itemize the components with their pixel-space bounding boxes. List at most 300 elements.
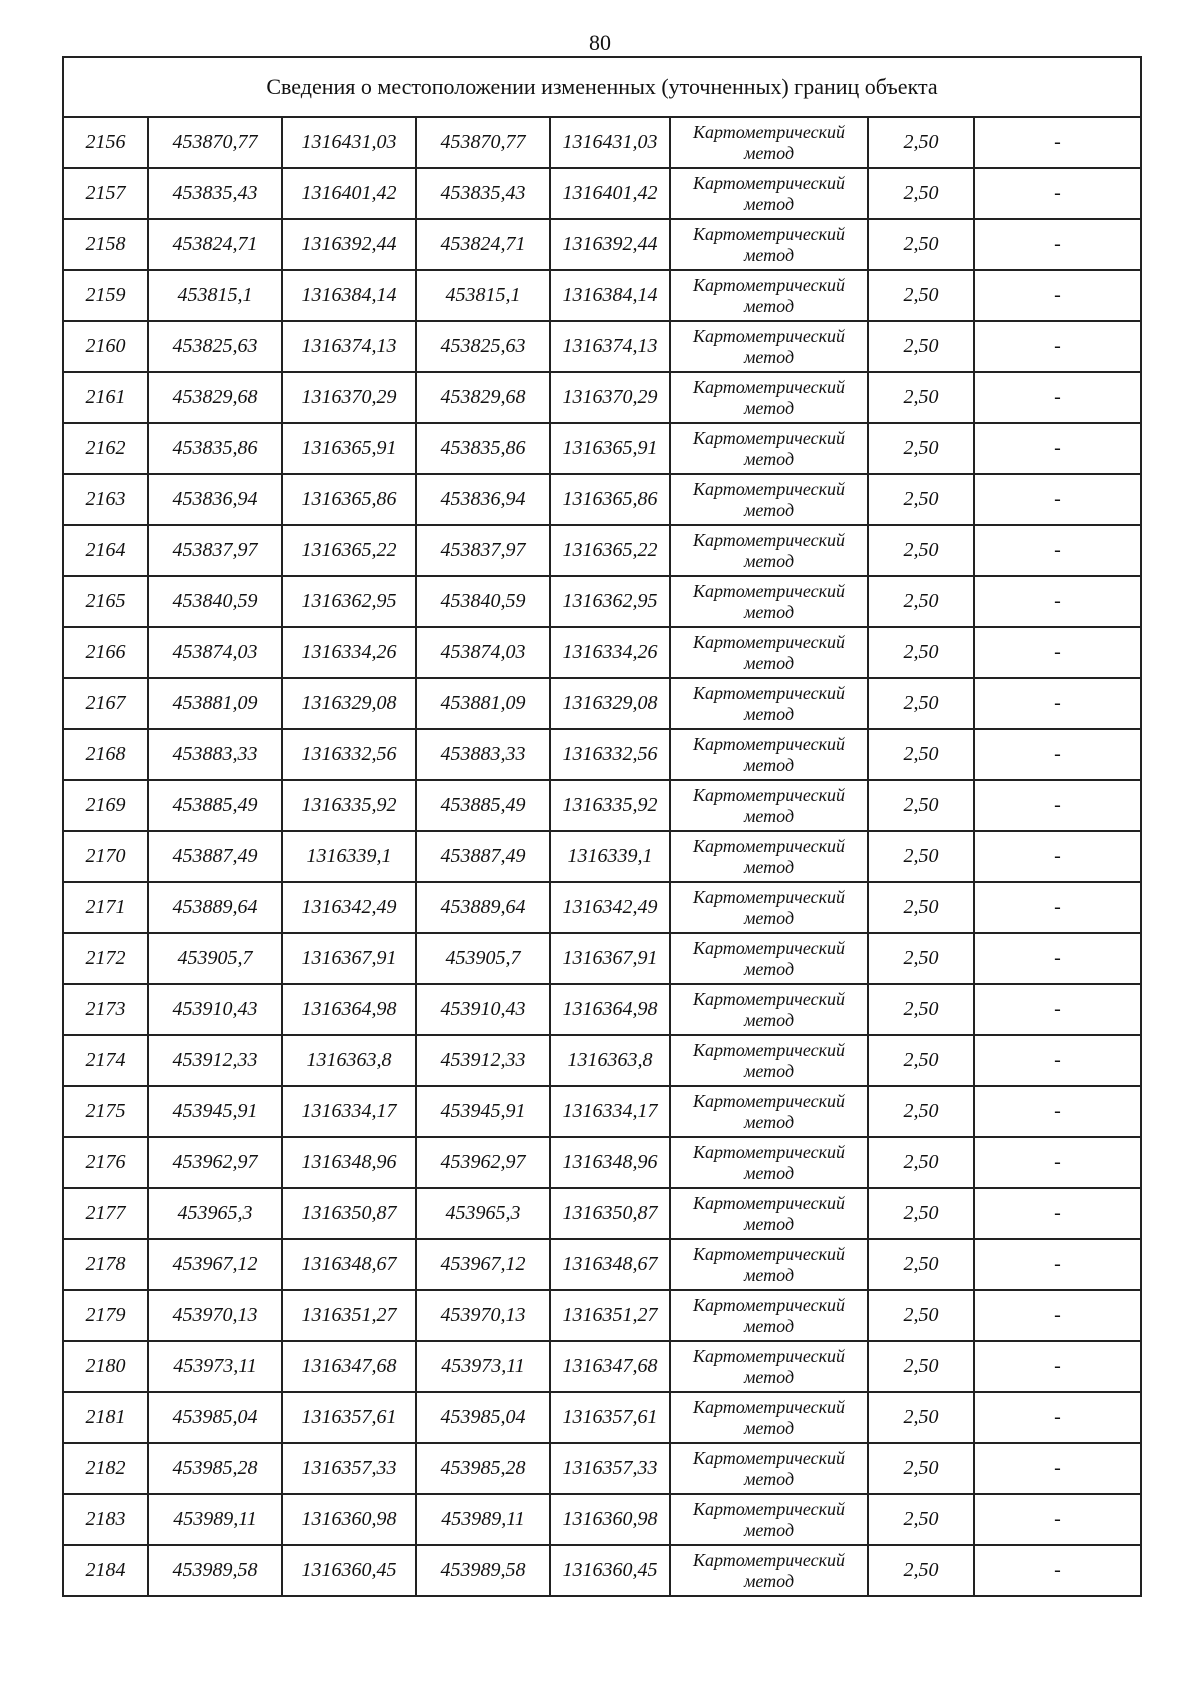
y-existing-cell: 1316401,42 <box>282 168 416 219</box>
accuracy-cell: 2,50 <box>868 882 974 933</box>
table-row <box>63 1494 1141 1545</box>
method-line-2: метод <box>743 703 795 724</box>
method-line-2: метод <box>743 856 795 877</box>
method-line-2: метод <box>743 1009 795 1030</box>
point-number-cell: 2171 <box>63 882 148 933</box>
y-existing-cell: 1316374,13 <box>282 321 416 372</box>
point-number-cell: 2174 <box>63 1035 148 1086</box>
x-existing-cell: 453965,3 <box>148 1188 282 1239</box>
x-refined-cell: 453985,28 <box>416 1443 550 1494</box>
method-line-2: метод <box>743 1519 795 1540</box>
note-cell: - <box>974 1392 1141 1443</box>
method-line-2: метод <box>743 1264 795 1285</box>
accuracy-cell: 2,50 <box>868 219 974 270</box>
x-existing-cell: 453836,94 <box>148 474 282 525</box>
point-number-cell: 2162 <box>63 423 148 474</box>
method-line-1: Картометрический <box>692 376 845 397</box>
table-row <box>63 423 1141 474</box>
x-refined-cell: 453970,13 <box>416 1290 550 1341</box>
method-cell <box>670 933 868 984</box>
x-existing-cell: 453967,12 <box>148 1239 282 1290</box>
x-refined-cell: 453837,97 <box>416 525 550 576</box>
x-existing-cell: 453887,49 <box>148 831 282 882</box>
accuracy-cell: 2,50 <box>868 423 974 474</box>
table-row <box>63 831 1141 882</box>
method-line-2: метод <box>743 754 795 775</box>
point-number-cell: 2178 <box>63 1239 148 1290</box>
y-refined-cell: 1316339,1 <box>550 831 670 882</box>
method-line-1: Картометрический <box>692 427 845 448</box>
method-cell <box>670 1494 868 1545</box>
method-line-2: метод <box>743 652 795 673</box>
y-existing-cell: 1316360,45 <box>282 1545 416 1596</box>
y-refined-cell: 1316350,87 <box>550 1188 670 1239</box>
method-line-1: Картометрический <box>692 1141 845 1162</box>
x-refined-cell: 453910,43 <box>416 984 550 1035</box>
x-existing-cell: 453824,71 <box>148 219 282 270</box>
x-refined-cell: 453989,11 <box>416 1494 550 1545</box>
x-existing-cell: 453962,97 <box>148 1137 282 1188</box>
y-refined-cell: 1316360,98 <box>550 1494 670 1545</box>
method-line-2: метод <box>743 1213 795 1234</box>
y-refined-cell: 1316365,91 <box>550 423 670 474</box>
point-number-cell: 2167 <box>63 678 148 729</box>
y-refined-cell: 1316392,44 <box>550 219 670 270</box>
note-cell: - <box>974 729 1141 780</box>
y-refined-cell: 1316357,61 <box>550 1392 670 1443</box>
method-line-2: метод <box>743 1162 795 1183</box>
accuracy-cell: 2,50 <box>868 780 974 831</box>
y-existing-cell: 1316348,67 <box>282 1239 416 1290</box>
method-line-2: метод <box>743 550 795 571</box>
method-cell <box>670 1443 868 1494</box>
x-existing-cell: 453985,04 <box>148 1392 282 1443</box>
x-existing-cell: 453945,91 <box>148 1086 282 1137</box>
table-row <box>63 882 1141 933</box>
point-number-cell: 2160 <box>63 321 148 372</box>
y-existing-cell: 1316370,29 <box>282 372 416 423</box>
method-line-1: Картометрический <box>692 121 845 142</box>
y-refined-cell: 1316365,22 <box>550 525 670 576</box>
accuracy-cell: 2,50 <box>868 168 974 219</box>
method-line-2: метод <box>743 142 795 163</box>
note-cell: - <box>974 1341 1141 1392</box>
method-cell <box>670 1188 868 1239</box>
note-cell: - <box>974 372 1141 423</box>
point-number-cell: 2168 <box>63 729 148 780</box>
note-cell: - <box>974 117 1141 168</box>
method-cell <box>670 1290 868 1341</box>
x-refined-cell: 453840,59 <box>416 576 550 627</box>
note-cell: - <box>974 474 1141 525</box>
table-row <box>63 933 1141 984</box>
accuracy-cell: 2,50 <box>868 576 974 627</box>
point-number-cell: 2179 <box>63 1290 148 1341</box>
method-line-1: Картометрический <box>692 1192 845 1213</box>
y-refined-cell: 1316365,86 <box>550 474 670 525</box>
table-row <box>63 1392 1141 1443</box>
method-cell <box>670 1239 868 1290</box>
note-cell: - <box>974 984 1141 1035</box>
y-refined-cell: 1316332,56 <box>550 729 670 780</box>
note-cell: - <box>974 780 1141 831</box>
table-row <box>63 1188 1141 1239</box>
x-existing-cell: 453835,86 <box>148 423 282 474</box>
y-existing-cell: 1316384,14 <box>282 270 416 321</box>
x-refined-cell: 453973,11 <box>416 1341 550 1392</box>
accuracy-cell: 2,50 <box>868 321 974 372</box>
y-existing-cell: 1316342,49 <box>282 882 416 933</box>
accuracy-cell: 2,50 <box>868 831 974 882</box>
x-existing-cell: 453885,49 <box>148 780 282 831</box>
accuracy-cell: 2,50 <box>868 372 974 423</box>
method-line-1: Картометрический <box>692 325 845 346</box>
method-line-1: Картометрический <box>692 988 845 1009</box>
y-refined-cell: 1316329,08 <box>550 678 670 729</box>
x-existing-cell: 453870,77 <box>148 117 282 168</box>
y-existing-cell: 1316392,44 <box>282 219 416 270</box>
note-cell: - <box>974 1035 1141 1086</box>
accuracy-cell: 2,50 <box>868 1341 974 1392</box>
y-existing-cell: 1316350,87 <box>282 1188 416 1239</box>
x-existing-cell: 453829,68 <box>148 372 282 423</box>
x-existing-cell: 453881,09 <box>148 678 282 729</box>
note-cell: - <box>974 1239 1141 1290</box>
accuracy-cell: 2,50 <box>868 1494 974 1545</box>
method-line-1: Картометрический <box>692 1447 845 1468</box>
y-existing-cell: 1316360,98 <box>282 1494 416 1545</box>
method-cell <box>670 1086 868 1137</box>
point-number-cell: 2163 <box>63 474 148 525</box>
table-row <box>63 729 1141 780</box>
x-existing-cell: 453989,11 <box>148 1494 282 1545</box>
x-refined-cell: 453870,77 <box>416 117 550 168</box>
x-refined-cell: 453881,09 <box>416 678 550 729</box>
method-cell <box>670 321 868 372</box>
note-cell: - <box>974 1086 1141 1137</box>
table-row <box>63 1341 1141 1392</box>
note-cell: - <box>974 1545 1141 1596</box>
method-line-1: Картометрический <box>692 1243 845 1264</box>
accuracy-cell: 2,50 <box>868 1545 974 1596</box>
x-existing-cell: 453837,97 <box>148 525 282 576</box>
x-existing-cell: 453910,43 <box>148 984 282 1035</box>
table-row <box>63 1290 1141 1341</box>
method-line-2: метод <box>743 907 795 928</box>
method-line-1: Картометрический <box>692 1396 845 1417</box>
y-existing-cell: 1316431,03 <box>282 117 416 168</box>
boundary-coordinates-table <box>62 56 1142 1597</box>
method-cell <box>670 627 868 678</box>
table-row <box>63 117 1141 168</box>
method-line-2: метод <box>743 805 795 826</box>
table-row <box>63 1239 1141 1290</box>
y-existing-cell: 1316365,22 <box>282 525 416 576</box>
y-existing-cell: 1316332,56 <box>282 729 416 780</box>
y-refined-cell: 1316431,03 <box>550 117 670 168</box>
method-cell <box>670 780 868 831</box>
accuracy-cell: 2,50 <box>868 984 974 1035</box>
y-existing-cell: 1316364,98 <box>282 984 416 1035</box>
method-line-1: Картометрический <box>692 784 845 805</box>
y-refined-cell: 1316357,33 <box>550 1443 670 1494</box>
accuracy-cell: 2,50 <box>868 1443 974 1494</box>
method-line-2: метод <box>743 1060 795 1081</box>
note-cell: - <box>974 168 1141 219</box>
method-line-2: метод <box>743 295 795 316</box>
method-line-1: Картометрический <box>692 1039 845 1060</box>
x-existing-cell: 453874,03 <box>148 627 282 678</box>
method-cell <box>670 168 868 219</box>
accuracy-cell: 2,50 <box>868 933 974 984</box>
method-line-1: Картометрический <box>692 478 845 499</box>
method-line-1: Картометрический <box>692 1294 845 1315</box>
method-cell <box>670 474 868 525</box>
point-number-cell: 2165 <box>63 576 148 627</box>
y-refined-cell: 1316384,14 <box>550 270 670 321</box>
method-cell <box>670 1035 868 1086</box>
table-row <box>63 372 1141 423</box>
note-cell: - <box>974 831 1141 882</box>
y-refined-cell: 1316362,95 <box>550 576 670 627</box>
note-cell: - <box>974 1443 1141 1494</box>
method-cell <box>670 1392 868 1443</box>
x-refined-cell: 453829,68 <box>416 372 550 423</box>
point-number-cell: 2175 <box>63 1086 148 1137</box>
point-number-cell: 2184 <box>63 1545 148 1596</box>
y-refined-cell: 1316351,27 <box>550 1290 670 1341</box>
y-existing-cell: 1316357,61 <box>282 1392 416 1443</box>
method-line-2: метод <box>743 346 795 367</box>
x-refined-cell: 453889,64 <box>416 882 550 933</box>
y-existing-cell: 1316365,91 <box>282 423 416 474</box>
point-number-cell: 2166 <box>63 627 148 678</box>
x-refined-cell: 453905,7 <box>416 933 550 984</box>
note-cell: - <box>974 270 1141 321</box>
accuracy-cell: 2,50 <box>868 627 974 678</box>
point-number-cell: 2173 <box>63 984 148 1035</box>
table-row <box>63 219 1141 270</box>
table-row <box>63 270 1141 321</box>
method-line-2: метод <box>743 1570 795 1591</box>
table-row <box>63 1545 1141 1596</box>
method-line-2: метод <box>743 193 795 214</box>
method-cell <box>670 831 868 882</box>
x-refined-cell: 453815,1 <box>416 270 550 321</box>
x-refined-cell: 453883,33 <box>416 729 550 780</box>
method-line-1: Картометрический <box>692 580 845 601</box>
y-refined-cell: 1316370,29 <box>550 372 670 423</box>
method-cell <box>670 1545 868 1596</box>
point-number-cell: 2176 <box>63 1137 148 1188</box>
note-cell: - <box>974 525 1141 576</box>
table-row <box>63 474 1141 525</box>
point-number-cell: 2156 <box>63 117 148 168</box>
accuracy-cell: 2,50 <box>868 270 974 321</box>
y-refined-cell: 1316334,17 <box>550 1086 670 1137</box>
method-cell <box>670 270 868 321</box>
point-number-cell: 2183 <box>63 1494 148 1545</box>
y-existing-cell: 1316365,86 <box>282 474 416 525</box>
table-body <box>63 57 1141 1596</box>
y-refined-cell: 1316334,26 <box>550 627 670 678</box>
point-number-cell: 2157 <box>63 168 148 219</box>
method-line-1: Картометрический <box>692 223 845 244</box>
point-number-cell: 2158 <box>63 219 148 270</box>
method-line-1: Картометрический <box>692 1345 845 1366</box>
x-refined-cell: 453874,03 <box>416 627 550 678</box>
x-refined-cell: 453985,04 <box>416 1392 550 1443</box>
method-line-1: Картометрический <box>692 886 845 907</box>
note-cell: - <box>974 1290 1141 1341</box>
method-cell <box>670 219 868 270</box>
x-refined-cell: 453885,49 <box>416 780 550 831</box>
note-cell: - <box>974 678 1141 729</box>
method-cell <box>670 117 868 168</box>
note-cell: - <box>974 882 1141 933</box>
y-refined-cell: 1316342,49 <box>550 882 670 933</box>
x-existing-cell: 453889,64 <box>148 882 282 933</box>
point-number-cell: 2177 <box>63 1188 148 1239</box>
y-existing-cell: 1316347,68 <box>282 1341 416 1392</box>
page-number: 80 <box>589 30 611 55</box>
x-refined-cell: 453912,33 <box>416 1035 550 1086</box>
method-line-1: Картометрический <box>692 1498 845 1519</box>
x-refined-cell: 453835,86 <box>416 423 550 474</box>
x-refined-cell: 453989,58 <box>416 1545 550 1596</box>
method-cell <box>670 1137 868 1188</box>
x-existing-cell: 453835,43 <box>148 168 282 219</box>
method-line-2: метод <box>743 448 795 469</box>
method-line-2: метод <box>743 1111 795 1132</box>
method-line-1: Картометрический <box>692 835 845 856</box>
method-line-1: Картометрический <box>692 172 845 193</box>
method-line-2: метод <box>743 397 795 418</box>
table-row <box>63 1086 1141 1137</box>
y-existing-cell: 1316329,08 <box>282 678 416 729</box>
point-number-cell: 2182 <box>63 1443 148 1494</box>
x-refined-cell: 453835,43 <box>416 168 550 219</box>
accuracy-cell: 2,50 <box>868 678 974 729</box>
method-cell <box>670 984 868 1035</box>
y-existing-cell: 1316351,27 <box>282 1290 416 1341</box>
y-existing-cell: 1316362,95 <box>282 576 416 627</box>
method-cell <box>670 576 868 627</box>
y-refined-cell: 1316348,67 <box>550 1239 670 1290</box>
note-cell: - <box>974 1137 1141 1188</box>
accuracy-cell: 2,50 <box>868 1290 974 1341</box>
x-refined-cell: 453962,97 <box>416 1137 550 1188</box>
note-cell: - <box>974 627 1141 678</box>
method-line-1: Картометрический <box>692 631 845 652</box>
x-refined-cell: 453945,91 <box>416 1086 550 1137</box>
note-cell: - <box>974 933 1141 984</box>
x-existing-cell: 453970,13 <box>148 1290 282 1341</box>
point-number-cell: 2161 <box>63 372 148 423</box>
y-refined-cell: 1316401,42 <box>550 168 670 219</box>
y-existing-cell: 1316367,91 <box>282 933 416 984</box>
point-number-cell: 2180 <box>63 1341 148 1392</box>
x-refined-cell: 453967,12 <box>416 1239 550 1290</box>
table-row <box>63 780 1141 831</box>
y-refined-cell: 1316374,13 <box>550 321 670 372</box>
method-cell <box>670 882 868 933</box>
method-line-1: Картометрический <box>692 1549 845 1570</box>
x-existing-cell: 453912,33 <box>148 1035 282 1086</box>
method-cell <box>670 525 868 576</box>
table-title-row <box>63 57 1141 117</box>
x-existing-cell: 453840,59 <box>148 576 282 627</box>
y-existing-cell: 1316334,26 <box>282 627 416 678</box>
accuracy-cell: 2,50 <box>868 1392 974 1443</box>
table-row <box>63 678 1141 729</box>
y-refined-cell: 1316360,45 <box>550 1545 670 1596</box>
x-refined-cell: 453836,94 <box>416 474 550 525</box>
accuracy-cell: 2,50 <box>868 1137 974 1188</box>
method-line-1: Картометрический <box>692 682 845 703</box>
accuracy-cell: 2,50 <box>868 474 974 525</box>
accuracy-cell: 2,50 <box>868 729 974 780</box>
y-refined-cell: 1316364,98 <box>550 984 670 1035</box>
method-cell <box>670 678 868 729</box>
y-existing-cell: 1316348,96 <box>282 1137 416 1188</box>
table-row <box>63 627 1141 678</box>
x-existing-cell: 453905,7 <box>148 933 282 984</box>
method-line-2: метод <box>743 958 795 979</box>
point-number-cell: 2164 <box>63 525 148 576</box>
y-existing-cell: 1316339,1 <box>282 831 416 882</box>
point-number-cell: 2169 <box>63 780 148 831</box>
y-refined-cell: 1316363,8 <box>550 1035 670 1086</box>
point-number-cell: 2172 <box>63 933 148 984</box>
x-existing-cell: 453989,58 <box>148 1545 282 1596</box>
note-cell: - <box>974 576 1141 627</box>
table-row <box>63 1035 1141 1086</box>
method-line-1: Картометрический <box>692 1090 845 1111</box>
x-refined-cell: 453887,49 <box>416 831 550 882</box>
method-line-1: Картометрический <box>692 733 845 754</box>
x-existing-cell: 453815,1 <box>148 270 282 321</box>
x-refined-cell: 453824,71 <box>416 219 550 270</box>
table-row <box>63 1443 1141 1494</box>
accuracy-cell: 2,50 <box>868 1035 974 1086</box>
method-line-2: метод <box>743 1417 795 1438</box>
table-row <box>63 576 1141 627</box>
y-refined-cell: 1316367,91 <box>550 933 670 984</box>
method-line-2: метод <box>743 601 795 622</box>
method-line-2: метод <box>743 1315 795 1336</box>
note-cell: - <box>974 423 1141 474</box>
y-existing-cell: 1316357,33 <box>282 1443 416 1494</box>
y-existing-cell: 1316363,8 <box>282 1035 416 1086</box>
method-cell <box>670 1341 868 1392</box>
method-line-1: Картометрический <box>692 529 845 550</box>
table-row <box>63 168 1141 219</box>
accuracy-cell: 2,50 <box>868 1239 974 1290</box>
table-row <box>63 1137 1141 1188</box>
method-line-1: Картометрический <box>692 937 845 958</box>
point-number-cell: 2170 <box>63 831 148 882</box>
note-cell: - <box>974 321 1141 372</box>
table-row <box>63 525 1141 576</box>
y-refined-cell: 1316347,68 <box>550 1341 670 1392</box>
method-line-2: метод <box>743 1366 795 1387</box>
accuracy-cell: 2,50 <box>868 117 974 168</box>
y-existing-cell: 1316334,17 <box>282 1086 416 1137</box>
y-refined-cell: 1316335,92 <box>550 780 670 831</box>
method-line-2: метод <box>743 244 795 265</box>
table-title: Сведения о местоположении измененных (уточненных) границ объекта <box>63 57 1141 117</box>
